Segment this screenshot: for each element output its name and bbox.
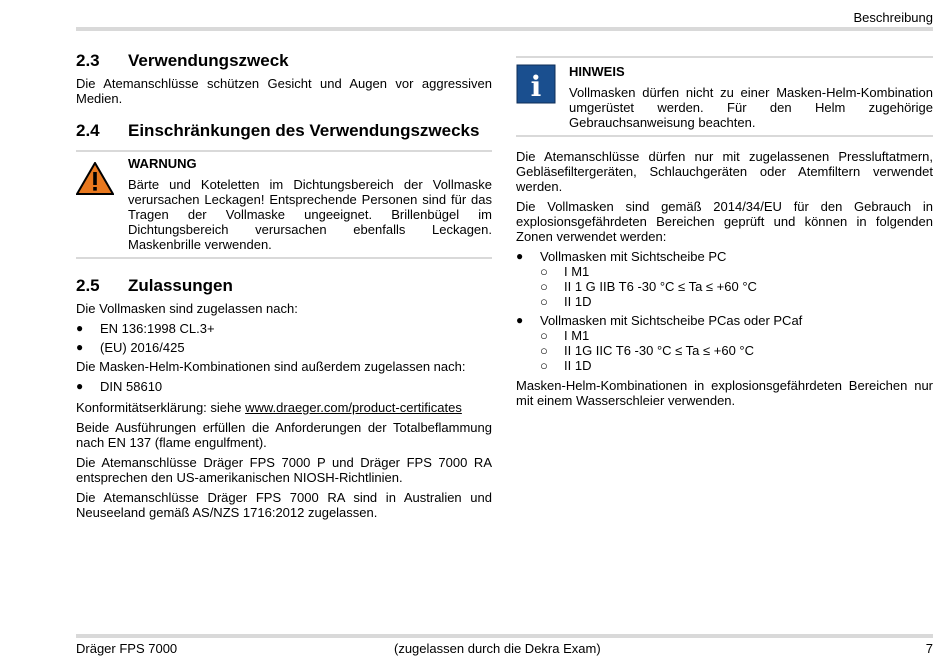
bullet-dot: ● [76,340,84,354]
list-item: ● Vollmasken mit Sichtscheibe PCas oder PCaf [516,313,803,328]
sub-list-item: ○ II 1G IIC T6 -30 °C ≤ Ta ≤ +60 °C [540,343,755,358]
hint-text: Vollmasken dürfen nicht zu einer Masken-Helm-Kombination umgerüstet werden. Für den Helm zugehörige Gebrauchsanweisung beachten. [569,85,933,130]
footer-product: Dräger FPS 7000 [76,641,178,656]
sub-list-item: ○ II 1D [540,358,592,373]
section-title: Einschränkungen des Verwendungszwecks [128,121,480,140]
list-item: ● EN 136:1998 CL.3+ [76,321,215,336]
list-item: ● Vollmasken mit Sichtscheibe PC [516,249,727,264]
circle-bullet: ○ [540,343,548,358]
section-number: 2.4 [76,121,100,140]
warning-triangle-icon [76,156,128,252]
section-heading-2-4 [76,120,492,142]
bullet-dot: ● [516,249,524,263]
section-number: 2.3 [76,51,100,70]
warning-label: WARNUNG [128,156,197,171]
circle-bullet: ○ [540,358,548,373]
section-heading-2-5 [76,275,492,297]
bullet-dot: ● [516,313,524,327]
right-column [516,50,933,413]
info-icon [516,64,569,130]
warning-text: Bärte und Koteletten im Dichtungsbereich der Vollmaske verursachen Leckagen! Entsprechende Personen sind für das Tragen der Vollmaske ungeeignet. Brillenbügel im Dichtungsbereich verursachen ebenfalls Leckagen. Maskenbrille verwenden. [128,177,492,252]
list-item: ● (EU) 2016/425 [76,340,185,355]
sub-list-item: ○ I M1 [540,328,590,343]
paragraph: Die Vollmasken sind zugelassen nach: [76,301,298,316]
list-item: ● DIN 58610 [76,379,163,394]
circle-bullet: ○ [540,264,548,279]
circle-bullet: ○ [540,279,548,294]
paragraph: Beide Ausführungen erfüllen die Anforderungen der Totalbeflammung nach EN 137 (flame engulfment). [76,420,492,450]
sub-list-item: ○ I M1 [540,264,590,279]
paragraph: Masken-Helm-Kombinationen in explosionsgefährdeten Bereichen nur mit einem Wasserschleier verwenden. [516,378,933,408]
certificates-link[interactable]: www.draeger.com/product-certificates [245,400,462,415]
left-column [76,50,492,525]
paragraph: Die Atemanschlüsse dürfen nur mit zugelassenen Pressluftatmern, Gebläsefiltergeräten, Schlauchgeräten oder Atemfiltern verwendet werden. [516,149,933,194]
paragraph: Die Atemanschlüsse Dräger FPS 7000 RA sind in Australien und Neuseeland gemäß AS/NZS 1716:2012 zugelassen. [76,490,492,520]
section-title: Verwendungszweck [128,51,289,70]
paragraph: Die Atemanschlüsse Dräger FPS 7000 P und Dräger FPS 7000 RA entsprechen den US-amerikanischen NIOSH-Richtlinien. [76,455,492,485]
bullet-dot: ● [76,379,84,393]
section-number: 2.5 [76,276,100,295]
section-title: Zulassungen [128,276,233,295]
svg-text:i: i [530,70,542,103]
bullet-dot: ● [76,321,84,335]
paragraph: Die Atemanschlüsse schützen Gesicht und Augen vor aggressiven Medien. [76,76,492,106]
circle-bullet: ○ [540,294,548,309]
conformity-line: Konformitätserklärung: siehe www.draeger.com/product-certificates [76,400,462,415]
sub-list-item: ○ II 1D [540,294,592,309]
warning-box [76,150,492,259]
page-number: 7 [925,641,933,656]
footer-rule [76,634,933,638]
paragraph: Die Vollmasken sind gemäß 2014/34/EU für den Gebrauch in explosionsgefährdeten Bereichen geprüft und können in folgenden Zonen verwendet werden: [516,199,933,244]
hint-label: HINWEIS [569,64,625,79]
footer-center-note: (zugelassen durch die Dekra Exam) [394,641,601,656]
header-rule [76,27,933,31]
paragraph: Die Masken-Helm-Kombinationen sind außerdem zugelassen nach: [76,359,466,374]
sub-list-item: ○ II 1 G IIB T6 -30 °C ≤ Ta ≤ +60 °C [540,279,757,294]
running-header: Beschreibung [853,10,933,25]
circle-bullet: ○ [540,328,548,343]
hint-box [516,56,933,137]
section-heading-2-3 [76,50,492,72]
